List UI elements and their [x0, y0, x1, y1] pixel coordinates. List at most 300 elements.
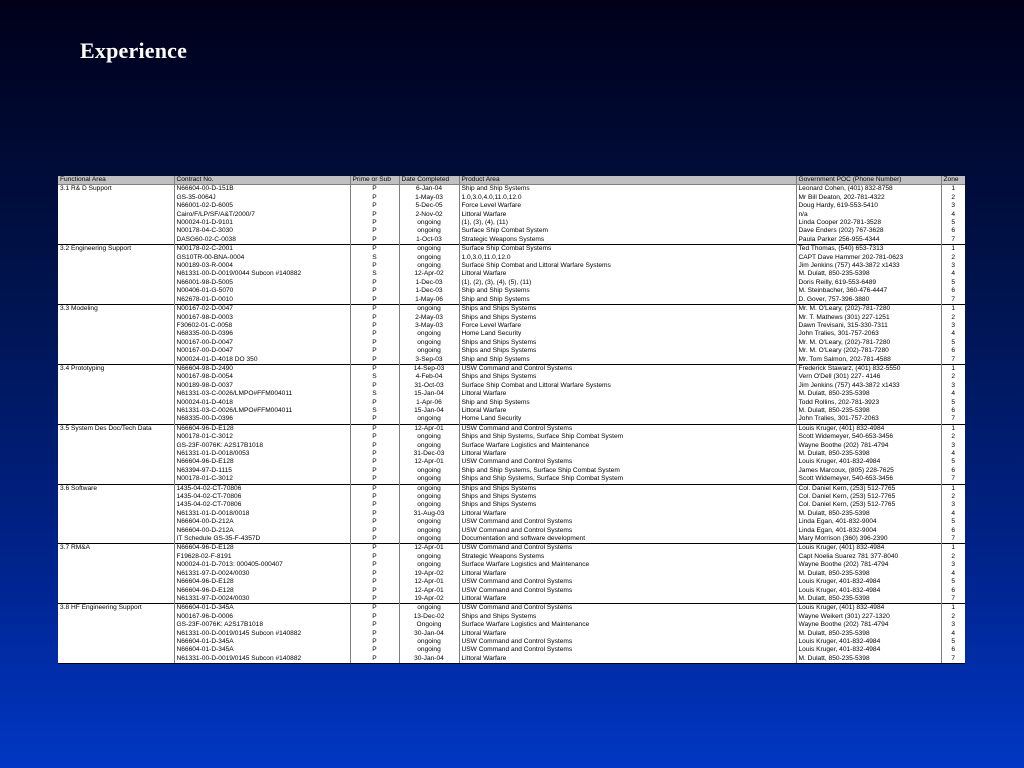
prime-sub-cell: P	[350, 587, 399, 595]
functional-area-cell: 3.7 RM&A	[58, 544, 174, 553]
product-area-cell: Surface Warfare Logistics and Maintenance	[459, 561, 796, 569]
government-poc-cell: M. Dulatt, 850-235-5398	[796, 450, 941, 458]
product-area-cell: (1), (2), (3), (4), (5), (11)	[459, 279, 796, 287]
date-completed-cell: 4-Feb-04	[399, 373, 459, 381]
contract-no-cell: N00178-02-C-2001	[174, 245, 350, 254]
date-completed-cell: 12-Apr-01	[399, 544, 459, 553]
government-poc-cell: CAPT Dave Hammer 202-781-0623	[796, 254, 941, 262]
contract-no-cell: N61331-03-C-0026/LMPO#FFM004011	[174, 407, 350, 415]
government-poc-cell: Linda Cooper 202-781-3528	[796, 219, 941, 227]
zone-cell: 6	[951, 347, 956, 355]
product-area-cell: USW Command and Control Systems	[459, 364, 796, 373]
government-poc-cell: Louis Kruger, (401) 832-4984	[796, 604, 941, 613]
prime-sub-cell: S	[350, 390, 399, 398]
date-completed-cell: 14-Sep-03	[399, 364, 459, 373]
government-poc-cell: M. Steinbacher, 360-476-4447	[796, 287, 941, 295]
prime-sub-cell: P	[350, 613, 399, 621]
table-row	[58, 595, 965, 604]
government-poc-cell: James Marcoux, (805) 228-7625	[796, 467, 941, 475]
prime-sub-cell: P	[350, 621, 399, 629]
prime-sub-cell: P	[350, 570, 399, 578]
zone-cell: 4	[951, 390, 956, 398]
government-poc-cell: Mr. T. Mathews (301) 227-1251	[796, 314, 941, 322]
table-row	[58, 604, 965, 613]
government-poc-cell: Wayne Boothe (202) 781-4794	[796, 442, 941, 450]
government-poc-cell: Dawn Trevisani, 315-330-7311	[796, 322, 941, 330]
table-row	[58, 544, 965, 553]
product-area-cell: USW Command and Control Systems	[459, 527, 796, 535]
date-completed-cell: ongoing	[399, 305, 459, 314]
product-area-cell: Surface Ship Combat Systems	[459, 245, 796, 254]
zone-cell: 4	[951, 509, 956, 517]
slide-title: Experience	[80, 38, 188, 63]
product-area-cell: USW Command and Control Systems	[459, 646, 796, 654]
product-area-cell: Ship and Ship Systems, Surface Ship Combat System	[459, 467, 796, 475]
table-row	[58, 296, 965, 305]
government-poc-cell: Dave Enders (202) 767-3628	[796, 227, 941, 235]
contract-no-cell: 1435-04-02-CT-70806	[174, 493, 350, 501]
government-poc-cell: Mr. M. O'Leary, (202)-781-7280	[796, 339, 941, 347]
contract-no-cell: GS10TR-00-BNA-0004	[174, 254, 350, 262]
contract-no-cell: N61331-97-D-0024/0030	[174, 595, 350, 604]
date-completed-cell: 6-Jan-04	[399, 185, 459, 194]
contract-no-cell: IT Schedule GS-35-F-4357D	[174, 535, 350, 544]
date-completed-cell: ongoing	[399, 415, 459, 424]
table-row	[58, 613, 965, 621]
government-poc-cell: M. Dulatt, 850-235-5398	[796, 630, 941, 638]
table-row	[58, 245, 965, 254]
table-row	[58, 287, 965, 295]
contract-no-cell: N00406-01-G-5070	[174, 287, 350, 295]
product-area-cell: Surface Ship Combat System	[459, 227, 796, 235]
table-row	[58, 501, 965, 509]
zone-cell: 5	[951, 338, 956, 346]
table-row	[58, 382, 965, 390]
product-area-cell: Littoral Warfare	[459, 570, 796, 578]
col-product-area-header: Product Area	[459, 176, 796, 185]
functional-area-cell	[58, 279, 174, 287]
table-row	[58, 553, 965, 561]
date-completed-cell: 2-May-03	[399, 314, 459, 322]
prime-sub-cell: P	[350, 356, 399, 365]
zone-cell: 4	[951, 569, 956, 577]
functional-area-cell	[58, 621, 174, 629]
date-completed-cell: ongoing	[399, 561, 459, 569]
contract-no-cell: N00167-00-D-0047	[174, 347, 350, 355]
functional-area-cell	[58, 493, 174, 501]
government-poc-cell: Mr. M. O'Leary (202)-781-7280	[796, 347, 941, 355]
government-poc-cell: Col. Daniel Kern, (253) 512-7765	[796, 493, 941, 501]
table-row	[58, 202, 965, 210]
product-area-cell: Littoral Warfare	[459, 630, 796, 638]
table-row	[58, 535, 965, 544]
table-row	[58, 467, 965, 475]
product-area-cell: USW Command and Control Systems	[459, 638, 796, 646]
functional-area-cell	[58, 407, 174, 415]
zone-cell: 3	[951, 441, 956, 449]
prime-sub-cell: P	[350, 245, 399, 254]
functional-area-cell: 3.6 Software	[58, 484, 174, 493]
contract-no-cell: N61331-00-D-0019/0145 Subcon #140882	[174, 630, 350, 638]
functional-area-cell	[58, 570, 174, 578]
zone-cell: 5	[951, 518, 956, 526]
prime-sub-cell: P	[350, 364, 399, 373]
contract-no-cell: 1435-04-02-CT-70806	[174, 484, 350, 493]
zone-cell: 3	[951, 321, 956, 329]
contract-no-cell: N61331-03-C-0026/LMPO#FFM004011	[174, 390, 350, 398]
government-poc-cell: Paula Parker 256-955-4344	[796, 236, 941, 245]
product-area-cell: Ships and Ships Systems	[459, 484, 796, 493]
functional-area-cell	[58, 330, 174, 338]
government-poc-cell: Linda Egan, 401-832-9004	[796, 527, 941, 535]
contract-no-cell: N62678-01-D-0010	[174, 296, 350, 305]
functional-area-cell	[58, 322, 174, 330]
table-row	[58, 442, 965, 450]
zone-cell: 2	[951, 373, 956, 381]
contract-no-cell: N00178-04-C-3030	[174, 227, 350, 235]
prime-sub-cell: P	[350, 501, 399, 509]
functional-area-cell	[58, 638, 174, 646]
prime-sub-cell: P	[350, 382, 399, 390]
government-poc-cell: M. Dulatt, 850-235-5398	[796, 655, 941, 664]
prime-sub-cell: P	[350, 296, 399, 305]
government-poc-cell: Todd Rollins, 202-781-3923	[796, 399, 941, 407]
functional-area-cell	[58, 535, 174, 544]
functional-area-cell	[58, 613, 174, 621]
functional-area-cell	[58, 595, 174, 604]
functional-area-cell	[58, 262, 174, 270]
product-area-cell: Ships and Ship Systems, Surface Ship Combat System	[459, 433, 796, 441]
functional-area-cell	[58, 399, 174, 407]
functional-area-cell	[58, 373, 174, 381]
product-area-cell: USW Command and Control Systems	[459, 424, 796, 433]
product-area-cell: Ships and Ships Systems	[459, 373, 796, 381]
contract-no-cell: F19628-02-F-8191	[174, 553, 350, 561]
product-area-cell: USW Command and Control Systems	[459, 587, 796, 595]
table-row	[58, 279, 965, 287]
zone-cell: 7	[951, 415, 956, 423]
table-row	[58, 254, 965, 262]
table-row	[58, 262, 965, 270]
product-area-cell: Ship and Ship Systems	[459, 287, 796, 295]
product-area-cell: 1.0,3.0,4.0,11.0,12.0	[459, 194, 796, 202]
date-completed-cell: 31-Aug-03	[399, 510, 459, 518]
date-completed-cell: 1-Dec-03	[399, 279, 459, 287]
functional-area-cell	[58, 553, 174, 561]
contract-no-cell: F30602-01-C-0058	[174, 322, 350, 330]
prime-sub-cell: P	[350, 467, 399, 475]
table-header	[58, 176, 965, 185]
table-row	[58, 194, 965, 202]
prime-sub-cell: P	[350, 646, 399, 654]
prime-sub-cell: P	[350, 347, 399, 355]
government-poc-cell: M. Dulatt, 850-235-5398	[796, 595, 941, 604]
prime-sub-cell: P	[350, 211, 399, 219]
table-row	[58, 407, 965, 415]
zone-cell: 2	[951, 493, 956, 501]
prime-sub-cell: P	[350, 655, 399, 664]
government-poc-cell: D. Gover, 757-396-3880	[796, 296, 941, 305]
header-row	[58, 176, 965, 185]
table-row	[58, 322, 965, 330]
functional-area-cell	[58, 646, 174, 654]
date-completed-cell: ongoing	[399, 646, 459, 654]
table-row	[58, 484, 965, 493]
contract-no-cell: N00178-01-C-3012	[174, 433, 350, 441]
zone-cell: 5	[951, 398, 956, 406]
contract-no-cell: N00024-01-D-4018 DO 350	[174, 356, 350, 365]
date-completed-cell: 12-Apr-01	[399, 458, 459, 466]
table-body	[58, 185, 965, 664]
government-poc-cell: Col. Daniel Kern, (253) 512-7765	[796, 484, 941, 493]
product-area-cell: Ship and Ship Systems	[459, 399, 796, 407]
government-poc-cell: M. Dulatt, 850-235-5398	[796, 407, 941, 415]
prime-sub-cell: P	[350, 595, 399, 604]
prime-sub-cell: P	[350, 219, 399, 227]
date-completed-cell: 19-Apr-02	[399, 595, 459, 604]
government-poc-cell: Scott Widemeyer, 540-653-3456	[796, 433, 941, 441]
date-completed-cell: ongoing	[399, 484, 459, 493]
functional-area-cell	[58, 450, 174, 458]
contract-no-cell: GS-23F-0076K: A2S17B1018	[174, 621, 350, 629]
product-area-cell: Surface Ship Combat and Littoral Warfare Systems	[459, 262, 796, 270]
col-prime-or-sub-header: Prime or Sub	[350, 176, 399, 185]
functional-area-cell	[58, 433, 174, 441]
contract-no-cell: N00178-01-C-3012	[174, 475, 350, 484]
contract-no-cell: N00167-02-D-0047	[174, 305, 350, 314]
prime-sub-cell: S	[350, 270, 399, 278]
product-area-cell: Ship and Ship Systems	[459, 185, 796, 194]
prime-sub-cell: P	[350, 475, 399, 484]
prime-sub-cell: P	[350, 493, 399, 501]
date-completed-cell: ongoing	[399, 347, 459, 355]
functional-area-cell	[58, 510, 174, 518]
product-area-cell: (1), (3), (4), (11)	[459, 219, 796, 227]
prime-sub-cell: P	[350, 202, 399, 210]
table-row	[58, 578, 965, 586]
government-poc-cell: Louis Kruger, 401-832-4984	[796, 646, 941, 654]
product-area-cell: Ships and Ships Systems	[459, 305, 796, 314]
table-row	[58, 270, 965, 278]
zone-cell: 6	[951, 526, 956, 534]
contract-no-cell: N00189-98-D-0037	[174, 382, 350, 390]
government-poc-cell: M. Dulatt, 850-235-5398	[796, 270, 941, 278]
date-completed-cell: ongoing	[399, 535, 459, 544]
contract-no-cell: N00167-96-D-0006	[174, 613, 350, 621]
table-row	[58, 227, 965, 235]
functional-area-cell	[58, 518, 174, 526]
product-area-cell: Littoral Warfare	[459, 407, 796, 415]
zone-cell: 7	[951, 355, 956, 363]
functional-area-cell: 3.4 Prototyping	[58, 364, 174, 373]
date-completed-cell: ongoing	[399, 527, 459, 535]
functional-area-cell	[58, 287, 174, 295]
contract-no-cell: N68335-00-D-0396	[174, 330, 350, 338]
table-row	[58, 433, 965, 441]
zone-cell: 7	[951, 475, 956, 483]
government-poc-cell: Louis Kruger, 401-832-4984	[796, 638, 941, 646]
date-completed-cell: 15-Jan-04	[399, 390, 459, 398]
table-row	[58, 561, 965, 569]
contract-no-cell: N00189-03-R-0004	[174, 262, 350, 270]
zone-cell: 2	[951, 433, 956, 441]
prime-sub-cell: P	[350, 544, 399, 553]
prime-sub-cell: P	[350, 535, 399, 544]
prime-sub-cell: P	[350, 287, 399, 295]
contract-no-cell: DASG60-02-C-0038	[174, 236, 350, 245]
product-area-cell: Littoral Warfare	[459, 595, 796, 604]
contract-no-cell: N00024-01-D-4018	[174, 399, 350, 407]
government-poc-cell: Jim Jenkins (757) 443-3872 x1433	[796, 382, 941, 390]
table-row	[58, 655, 965, 664]
product-area-cell: Force Level Warfare	[459, 322, 796, 330]
contract-no-cell: GS-35-0064J	[174, 194, 350, 202]
prime-sub-cell: P	[350, 510, 399, 518]
contract-no-cell: N66604-96-D-E128	[174, 578, 350, 586]
functional-area-cell	[58, 587, 174, 595]
table-row	[58, 630, 965, 638]
zone-cell: 7	[951, 535, 956, 543]
prime-sub-cell: P	[350, 185, 399, 194]
government-poc-cell: Vern O'Dell (301) 227- 4146	[796, 373, 941, 381]
date-completed-cell: 13-Dec-02	[399, 613, 459, 621]
product-area-cell: Littoral Warfare	[459, 270, 796, 278]
prime-sub-cell: P	[350, 330, 399, 338]
functional-area-cell	[58, 467, 174, 475]
product-area-cell: Littoral Warfare	[459, 655, 796, 664]
functional-area-cell	[58, 211, 174, 219]
prime-sub-cell: P	[350, 578, 399, 586]
product-area-cell: Home Land Security	[459, 330, 796, 338]
table-row	[58, 330, 965, 338]
prime-sub-cell: S	[350, 407, 399, 415]
zone-cell: 5	[951, 458, 956, 466]
government-poc-cell: Doris Reilly, 619-553-6489	[796, 279, 941, 287]
functional-area-cell: 3.5 System Des Doc/Tech Data	[58, 424, 174, 433]
zone-cell: 1	[941, 245, 965, 254]
date-completed-cell: 12-Apr-01	[399, 424, 459, 433]
zone-cell: 1	[941, 424, 965, 433]
functional-area-cell	[58, 347, 174, 355]
government-poc-cell: M. Dulatt, 850-235-5398	[796, 510, 941, 518]
col-contract-no-header: Contract No.	[174, 176, 350, 185]
functional-area-cell	[58, 270, 174, 278]
prime-sub-cell: P	[350, 279, 399, 287]
contract-no-cell: N66604-00-D-212A	[174, 527, 350, 535]
date-completed-cell: 12-Apr-01	[399, 578, 459, 586]
product-area-cell: USW Command and Control Systems	[459, 604, 796, 613]
prime-sub-cell: P	[350, 305, 399, 314]
government-poc-cell: Louis Kruger, 401-832-4984	[796, 587, 941, 595]
zone-cell: 6	[951, 466, 956, 474]
table-row	[58, 185, 965, 194]
date-completed-cell: ongoing	[399, 339, 459, 347]
contract-no-cell: N66604-01-D-345A	[174, 638, 350, 646]
government-poc-cell: Doug Hardy, 619-553-5410	[796, 202, 941, 210]
government-poc-cell: Mr. Tom Salmon, 202-781-4588	[796, 356, 941, 365]
zone-cell: 3	[951, 381, 956, 389]
government-poc-cell: Ted Thomas, (540) 653-7313	[796, 245, 941, 254]
contract-no-cell: N66604-96-D-E128	[174, 587, 350, 595]
product-area-cell: Strategic Weapons Systems	[459, 553, 796, 561]
prime-sub-cell: P	[350, 527, 399, 535]
contract-no-cell: GS-23F-0076K: A2S17B1018	[174, 442, 350, 450]
table-row	[58, 305, 965, 314]
table-row	[58, 527, 965, 535]
date-completed-cell: 31-Oct-03	[399, 382, 459, 390]
date-completed-cell: ongoing	[399, 518, 459, 526]
date-completed-cell: ongoing	[399, 553, 459, 561]
date-completed-cell: 3-Sep-03	[399, 356, 459, 365]
date-completed-cell: 2-Nov-02	[399, 211, 459, 219]
table-row	[58, 638, 965, 646]
zone-cell: 6	[951, 287, 956, 295]
prime-sub-cell: P	[350, 424, 399, 433]
prime-sub-cell: P	[350, 458, 399, 466]
zone-cell: 5	[951, 278, 956, 286]
government-poc-cell: Mr Bill Deaton, 202-781-4322	[796, 194, 941, 202]
product-area-cell: Force Level Warfare	[459, 202, 796, 210]
date-completed-cell: ongoing	[399, 245, 459, 254]
contract-no-cell: N61331-01-D-0018/0018	[174, 510, 350, 518]
prime-sub-cell: P	[350, 604, 399, 613]
contract-no-cell: N00167-98-D-0054	[174, 373, 350, 381]
date-completed-cell: ongoing	[399, 501, 459, 509]
table-row	[58, 510, 965, 518]
zone-cell: 3	[951, 621, 956, 629]
product-area-cell: Ships and Ships Systems	[459, 314, 796, 322]
col-date-completed-header: Date Completed	[399, 176, 459, 185]
contract-no-cell: N66604-96-D-E128	[174, 544, 350, 553]
government-poc-cell: John Tralies, 301-757-2063	[796, 415, 941, 424]
table-row	[58, 399, 965, 407]
zone-cell: 3	[951, 202, 956, 210]
zone-cell: 6	[951, 586, 956, 594]
zone-cell: 7	[941, 655, 965, 664]
date-completed-cell: 30-Jan-04	[399, 630, 459, 638]
functional-area-cell	[58, 527, 174, 535]
contract-no-cell: N66001-02-D-6005	[174, 202, 350, 210]
table-row	[58, 450, 965, 458]
table-row	[58, 339, 965, 347]
functional-area-cell	[58, 475, 174, 484]
government-poc-cell: Linda Egan, 401-832-9004	[796, 518, 941, 526]
contract-no-cell: N63394-97-D-1115	[174, 467, 350, 475]
zone-cell: 6	[951, 406, 956, 414]
table-row	[58, 475, 965, 484]
zone-cell: 3	[951, 262, 956, 270]
contract-no-cell: N66604-00-D-212A	[174, 518, 350, 526]
date-completed-cell: 1-Oct-03	[399, 236, 459, 245]
date-completed-cell: 1-May-06	[399, 296, 459, 305]
table-row	[58, 347, 965, 355]
date-completed-cell: ongoing	[399, 475, 459, 484]
government-poc-cell: Wayne Boothe (202) 781-4794	[796, 561, 941, 569]
functional-area-cell	[58, 578, 174, 586]
date-completed-cell: 1-May-03	[399, 194, 459, 202]
date-completed-cell: ongoing	[399, 262, 459, 270]
zone-cell: 5	[951, 578, 956, 586]
prime-sub-cell: P	[350, 236, 399, 245]
contract-no-cell: 1435-04-02-CT-70806	[174, 501, 350, 509]
functional-area-cell	[58, 314, 174, 322]
functional-area-cell: 3.8 HF Engineering Support	[58, 604, 174, 613]
product-area-cell: Strategic Weapons Systems	[459, 236, 796, 245]
prime-sub-cell: P	[350, 561, 399, 569]
product-area-cell: Ships and Ships Systems	[459, 339, 796, 347]
functional-area-cell	[58, 202, 174, 210]
contract-no-cell: N00024-01-D-9101	[174, 219, 350, 227]
